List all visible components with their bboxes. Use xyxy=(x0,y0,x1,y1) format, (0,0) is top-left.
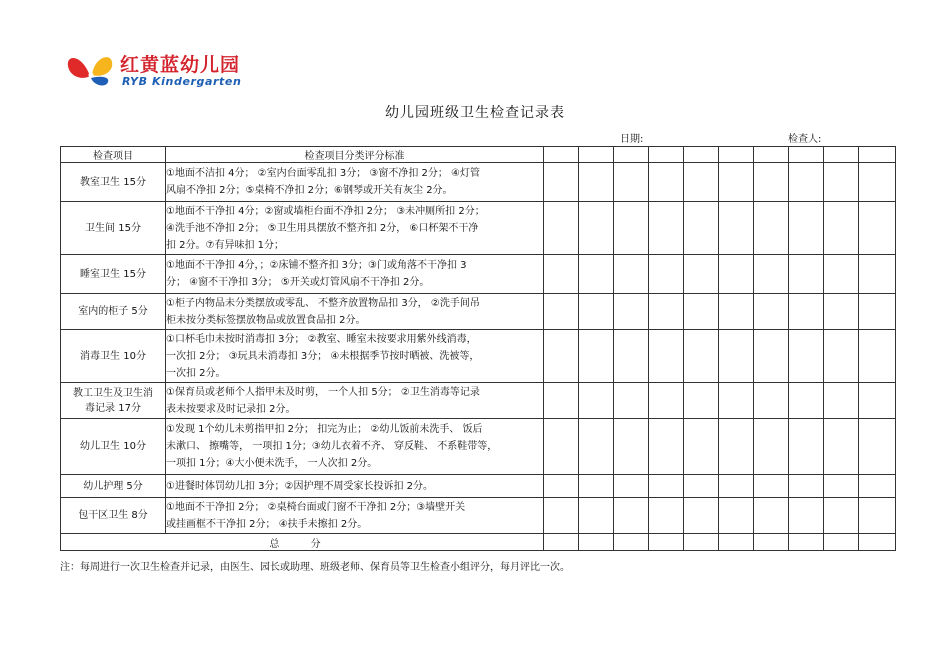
criteria-line: 扣 2分。⑦有异味扣 1分； xyxy=(166,239,285,251)
criteria-line: ①发现 1个幼儿未剪指甲扣 2分； 扣完为止； ②幼儿饭前未洗手、 饭后 xyxy=(166,424,483,435)
score-cell[interactable] xyxy=(789,419,824,475)
criteria-line: 一项扣 1分；④大小便未洗手， 一人次扣 2分。 xyxy=(166,458,378,469)
score-cell[interactable] xyxy=(579,498,614,534)
score-cell[interactable] xyxy=(859,163,896,202)
logo-brand-text: 红黄蓝幼儿园 xyxy=(120,54,241,76)
score-cell[interactable] xyxy=(859,498,896,534)
score-cell[interactable] xyxy=(684,202,719,255)
score-cell[interactable] xyxy=(824,163,859,202)
criteria-line: ①进餐时体罚幼儿扣 3分；②因护理不周受家长投诉扣 2分。 xyxy=(166,480,434,492)
score-cell[interactable] xyxy=(544,163,579,202)
score-cell[interactable] xyxy=(824,255,859,294)
score-cell[interactable] xyxy=(684,330,719,383)
score-cell[interactable] xyxy=(824,419,859,475)
score-cell[interactable] xyxy=(544,294,579,330)
row-item-name xyxy=(61,383,166,419)
table-row xyxy=(61,383,896,419)
score-cell[interactable] xyxy=(614,498,649,534)
criteria-line: 表未按要求及时记录扣 2分。 xyxy=(166,403,296,415)
criteria-line: 柜未按分类标签摆放物品或放置食品扣 2分。 xyxy=(166,314,366,326)
criteria-line: ①口杯毛巾未按时消毒扣 3分； ②教室、睡室未按要求用紫外线消毒， xyxy=(166,333,477,345)
row-item-name xyxy=(61,498,166,534)
score-cell[interactable] xyxy=(719,498,754,534)
score-cell[interactable] xyxy=(859,534,896,551)
score-cell[interactable] xyxy=(719,202,754,255)
row-item-name xyxy=(61,255,166,294)
score-cell[interactable] xyxy=(684,498,719,534)
score-cell[interactable] xyxy=(859,294,896,330)
score-cell[interactable] xyxy=(544,534,579,551)
score-cell[interactable] xyxy=(649,534,684,551)
score-cell[interactable] xyxy=(824,294,859,330)
criteria-line: ④洗手池不净扣 2分； ⑤卫生用具摆放不整齐扣 2分， ⑥口杯架不干净 xyxy=(166,222,479,234)
score-cell[interactable] xyxy=(719,330,754,383)
row-item-name xyxy=(61,202,166,255)
item-line: 教室卫生 15分 xyxy=(80,176,146,188)
row-criteria xyxy=(166,202,544,255)
table-row xyxy=(61,475,896,498)
score-cell[interactable] xyxy=(544,475,579,498)
score-cell[interactable] xyxy=(859,330,896,383)
score-cell[interactable] xyxy=(684,383,719,419)
score-cell[interactable] xyxy=(649,202,684,255)
score-cell[interactable] xyxy=(754,383,789,419)
score-cell[interactable] xyxy=(824,383,859,419)
score-cell[interactable] xyxy=(789,475,824,498)
table-header-row xyxy=(61,147,896,163)
score-cell[interactable] xyxy=(544,255,579,294)
score-cell[interactable] xyxy=(789,202,824,255)
row-criteria xyxy=(166,330,544,383)
score-cell[interactable] xyxy=(719,383,754,419)
criteria-line: ①柜子内物品未分类摆放或零乱、 不整齐放置物品扣 3分， ②洗手间吊 xyxy=(166,297,480,309)
criteria-line: ①地面不干净扣 2分； ②桌椅台面或门窗不干净扣 2分；③墙壁开关 xyxy=(166,501,466,513)
score-cell[interactable] xyxy=(544,419,579,475)
score-cell[interactable] xyxy=(579,147,614,163)
logo-subtitle: RYB Kindergarten xyxy=(122,75,242,88)
row-criteria xyxy=(166,294,544,330)
item-line: 毒记录 17分 xyxy=(85,402,141,414)
total-label: 总 分 xyxy=(61,534,544,551)
score-cell[interactable] xyxy=(824,330,859,383)
score-cell[interactable] xyxy=(719,419,754,475)
score-cell[interactable] xyxy=(614,202,649,255)
score-cell[interactable] xyxy=(719,534,754,551)
score-cell[interactable] xyxy=(719,163,754,202)
score-cell[interactable] xyxy=(859,255,896,294)
table-row xyxy=(61,330,896,383)
score-cell[interactable] xyxy=(579,534,614,551)
score-cell[interactable] xyxy=(859,383,896,419)
butterfly-logo-icon xyxy=(64,48,118,92)
row-criteria xyxy=(166,475,544,498)
score-cell[interactable] xyxy=(789,294,824,330)
item-line: 卫生间 15分 xyxy=(85,222,141,234)
score-cell[interactable] xyxy=(684,534,719,551)
inspector-label: 检查人: xyxy=(788,134,822,145)
score-cell[interactable] xyxy=(614,163,649,202)
score-cell[interactable] xyxy=(719,147,754,163)
table-row xyxy=(61,498,896,534)
score-cell[interactable] xyxy=(579,475,614,498)
score-cell[interactable] xyxy=(859,419,896,475)
score-cell[interactable] xyxy=(649,163,684,202)
score-cell[interactable] xyxy=(614,255,649,294)
score-cell[interactable] xyxy=(754,294,789,330)
item-line: 幼儿护理 5分 xyxy=(83,480,143,492)
score-cell[interactable] xyxy=(684,147,719,163)
score-cell[interactable] xyxy=(754,255,789,294)
score-cell[interactable] xyxy=(649,147,684,163)
score-cell[interactable] xyxy=(614,383,649,419)
score-cell[interactable] xyxy=(544,147,579,163)
score-cell[interactable] xyxy=(684,163,719,202)
row-item-name xyxy=(61,330,166,383)
score-cell[interactable] xyxy=(579,255,614,294)
criteria-line: 分； ④窗不干净扣 3分； ⑤开关或灯管风扇不干净扣 2分。 xyxy=(166,277,430,288)
row-criteria xyxy=(166,163,544,202)
row-item-name xyxy=(61,163,166,202)
score-cell[interactable] xyxy=(754,475,789,498)
criteria-line: ①地面不干净扣 4分；②窗或墙柜台面不净扣 2分； ③未冲厕所扣 2分； xyxy=(166,205,485,217)
score-cell[interactable] xyxy=(649,294,684,330)
score-cell[interactable] xyxy=(614,419,649,475)
item-line: 消毒卫生 10分 xyxy=(80,350,146,362)
score-cell[interactable] xyxy=(789,383,824,419)
header-criteria: 检查项目分类评分标准 xyxy=(166,147,544,163)
score-cell[interactable] xyxy=(614,294,649,330)
score-cell[interactable] xyxy=(789,498,824,534)
score-cell[interactable] xyxy=(859,202,896,255)
score-cell[interactable] xyxy=(649,330,684,383)
row-criteria xyxy=(166,498,544,534)
item-line: 室内的柜子 5分 xyxy=(78,306,148,317)
score-cell[interactable] xyxy=(579,202,614,255)
score-cell[interactable] xyxy=(614,147,649,163)
score-cell[interactable] xyxy=(614,534,649,551)
row-item-name xyxy=(61,419,166,475)
item-line: 幼儿卫生 10分 xyxy=(80,441,146,452)
score-cell[interactable] xyxy=(649,419,684,475)
score-cell[interactable] xyxy=(789,163,824,202)
score-cell[interactable] xyxy=(684,294,719,330)
score-cell[interactable] xyxy=(754,147,789,163)
score-cell[interactable] xyxy=(754,498,789,534)
score-cell[interactable] xyxy=(789,255,824,294)
kindergarten-logo xyxy=(64,48,256,92)
criteria-line: 未漱口、 擦嘴等， 一项扣 1分；③幼儿衣着不齐、 穿反鞋、 不系鞋带等， xyxy=(166,441,498,452)
score-cell[interactable] xyxy=(614,475,649,498)
score-cell[interactable] xyxy=(649,383,684,419)
score-cell[interactable] xyxy=(789,330,824,383)
score-cell[interactable] xyxy=(754,534,789,551)
score-cell[interactable] xyxy=(579,383,614,419)
row-criteria xyxy=(166,419,544,475)
table-row xyxy=(61,255,896,294)
score-cell[interactable] xyxy=(684,255,719,294)
score-cell[interactable] xyxy=(614,330,649,383)
score-cell[interactable] xyxy=(754,419,789,475)
score-cell[interactable] xyxy=(719,475,754,498)
row-item-name xyxy=(61,294,166,330)
header-item: 检查项目 xyxy=(61,147,166,163)
score-cell[interactable] xyxy=(824,534,859,551)
criteria-line: ①地面不干净扣 4分，；②床铺不整齐扣 3分；③门或角落不干净扣 3 xyxy=(166,260,467,271)
date-label: 日期: xyxy=(620,134,644,145)
score-cell[interactable] xyxy=(544,330,579,383)
score-cell[interactable] xyxy=(719,294,754,330)
score-cell[interactable] xyxy=(789,534,824,551)
table-row xyxy=(61,202,896,255)
score-cell[interactable] xyxy=(824,202,859,255)
score-cell[interactable] xyxy=(719,255,754,294)
score-cell[interactable] xyxy=(859,147,896,163)
score-cell[interactable] xyxy=(824,498,859,534)
total-row xyxy=(61,534,896,551)
footer-note: 注：每周进行一次卫生检查并记录，由医生、园长或助理、班级老师、保育员等卫生检查小组评分，每月评比一次。 xyxy=(60,562,570,573)
criteria-line: 一次扣 2分； ③玩具未消毒扣 3分； ④未根据季节按时晒被、洗被等， xyxy=(166,350,480,362)
score-cell[interactable] xyxy=(544,383,579,419)
score-cell[interactable] xyxy=(544,498,579,534)
score-cell[interactable] xyxy=(684,475,719,498)
hygiene-record-table xyxy=(60,146,896,551)
score-cell[interactable] xyxy=(649,475,684,498)
criteria-line: 一次扣 2分。 xyxy=(166,367,226,379)
score-cell[interactable] xyxy=(579,419,614,475)
score-cell[interactable] xyxy=(824,147,859,163)
score-cell[interactable] xyxy=(789,147,824,163)
page-title: 幼儿园班级卫生检查记录表 xyxy=(385,105,565,121)
score-cell[interactable] xyxy=(649,498,684,534)
score-cell[interactable] xyxy=(754,330,789,383)
item-line: 包干区卫生 8分 xyxy=(78,510,148,521)
criteria-line: 或挂画框不干净扣 2分； ④扶手未擦扣 2分。 xyxy=(166,518,368,530)
score-cell[interactable] xyxy=(859,475,896,498)
table-row xyxy=(61,419,896,475)
score-cell[interactable] xyxy=(754,163,789,202)
criteria-line: 风扇不净扣 2分；⑤桌椅不净扣 2分；⑥钢琴或开关有灰尘 2分。 xyxy=(166,185,453,196)
row-criteria xyxy=(166,383,544,419)
score-cell[interactable] xyxy=(649,255,684,294)
score-cell[interactable] xyxy=(579,163,614,202)
table-row xyxy=(61,294,896,330)
criteria-line: ①地面不洁扣 4分； ②室内台面零乱扣 3分； ③窗不净扣 2分； ④灯管 xyxy=(166,168,481,179)
item-line: 睡室卫生 15分 xyxy=(80,268,146,280)
score-cell[interactable] xyxy=(754,202,789,255)
score-cell[interactable] xyxy=(824,475,859,498)
table-row xyxy=(61,163,896,202)
score-cell[interactable] xyxy=(544,202,579,255)
row-criteria xyxy=(166,255,544,294)
score-cell[interactable] xyxy=(684,419,719,475)
row-item-name xyxy=(61,475,166,498)
item-line: 教工卫生及卫生消 xyxy=(73,387,153,399)
score-cell[interactable] xyxy=(579,294,614,330)
score-cell[interactable] xyxy=(579,330,614,383)
criteria-line: ①保育员或老师个人指甲未及时剪， 一个人扣 5分； ②卫生消毒等记录 xyxy=(166,386,480,398)
